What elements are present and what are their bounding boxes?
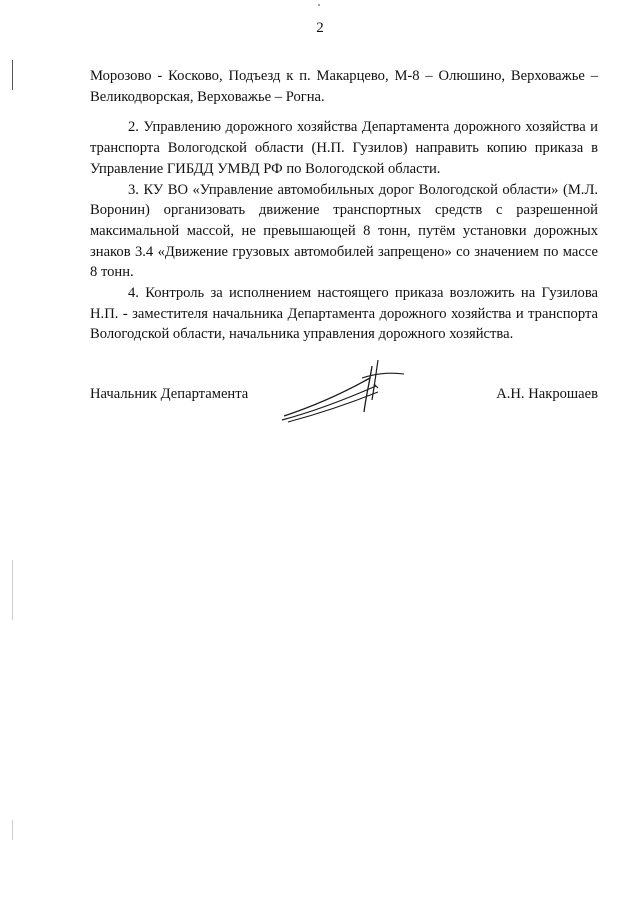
signatory-name: А.Н. Накрошаев xyxy=(496,386,598,402)
signatory-title: Начальник Департамента xyxy=(90,386,249,402)
signature-block xyxy=(90,380,598,440)
paragraph-2: 2. Управлению дорожного хозяйства Департамента дорожного хозяйства и транспорта Вологодской области (Н.П. Гузилов) направить копию приказа в Управление ГИБДД УМВД РФ по Вологодской области. xyxy=(90,119,598,177)
scan-artifact-line xyxy=(12,820,13,840)
handwritten-signature xyxy=(278,356,408,426)
page-number: 2 xyxy=(316,20,324,36)
scan-artifact-line xyxy=(12,60,13,90)
paragraph-4: 4. Контроль за исполнением настоящего приказа возложить на Гузилова Н.П. - заместителя начальника Департамента дорожного хозяйства и транспорта Вологодской области, начальника управления дорожного хозяйства. xyxy=(90,285,598,343)
paragraph-continuation: Морозово - Косково, Подъезд к п. Макарцево, М-8 – Олюшино, Верховажье – Великодворская, Верховажье – Рогна. xyxy=(90,68,598,105)
scan-speck xyxy=(318,4,320,6)
document-body xyxy=(90,66,598,345)
scan-artifact-line xyxy=(12,560,13,620)
paragraph-3: 3. КУ ВО «Управление автомобильных дорог Вологодской области» (М.Л. Воронин) организовать движение транспортных средств с разрешенной максимальной массой, не превышающей 8 тонн, путём установки дорожных знаков 3.4 «Движение грузовых автомобилей запрещено» со значением по массе 8 тонн. xyxy=(90,181,598,281)
